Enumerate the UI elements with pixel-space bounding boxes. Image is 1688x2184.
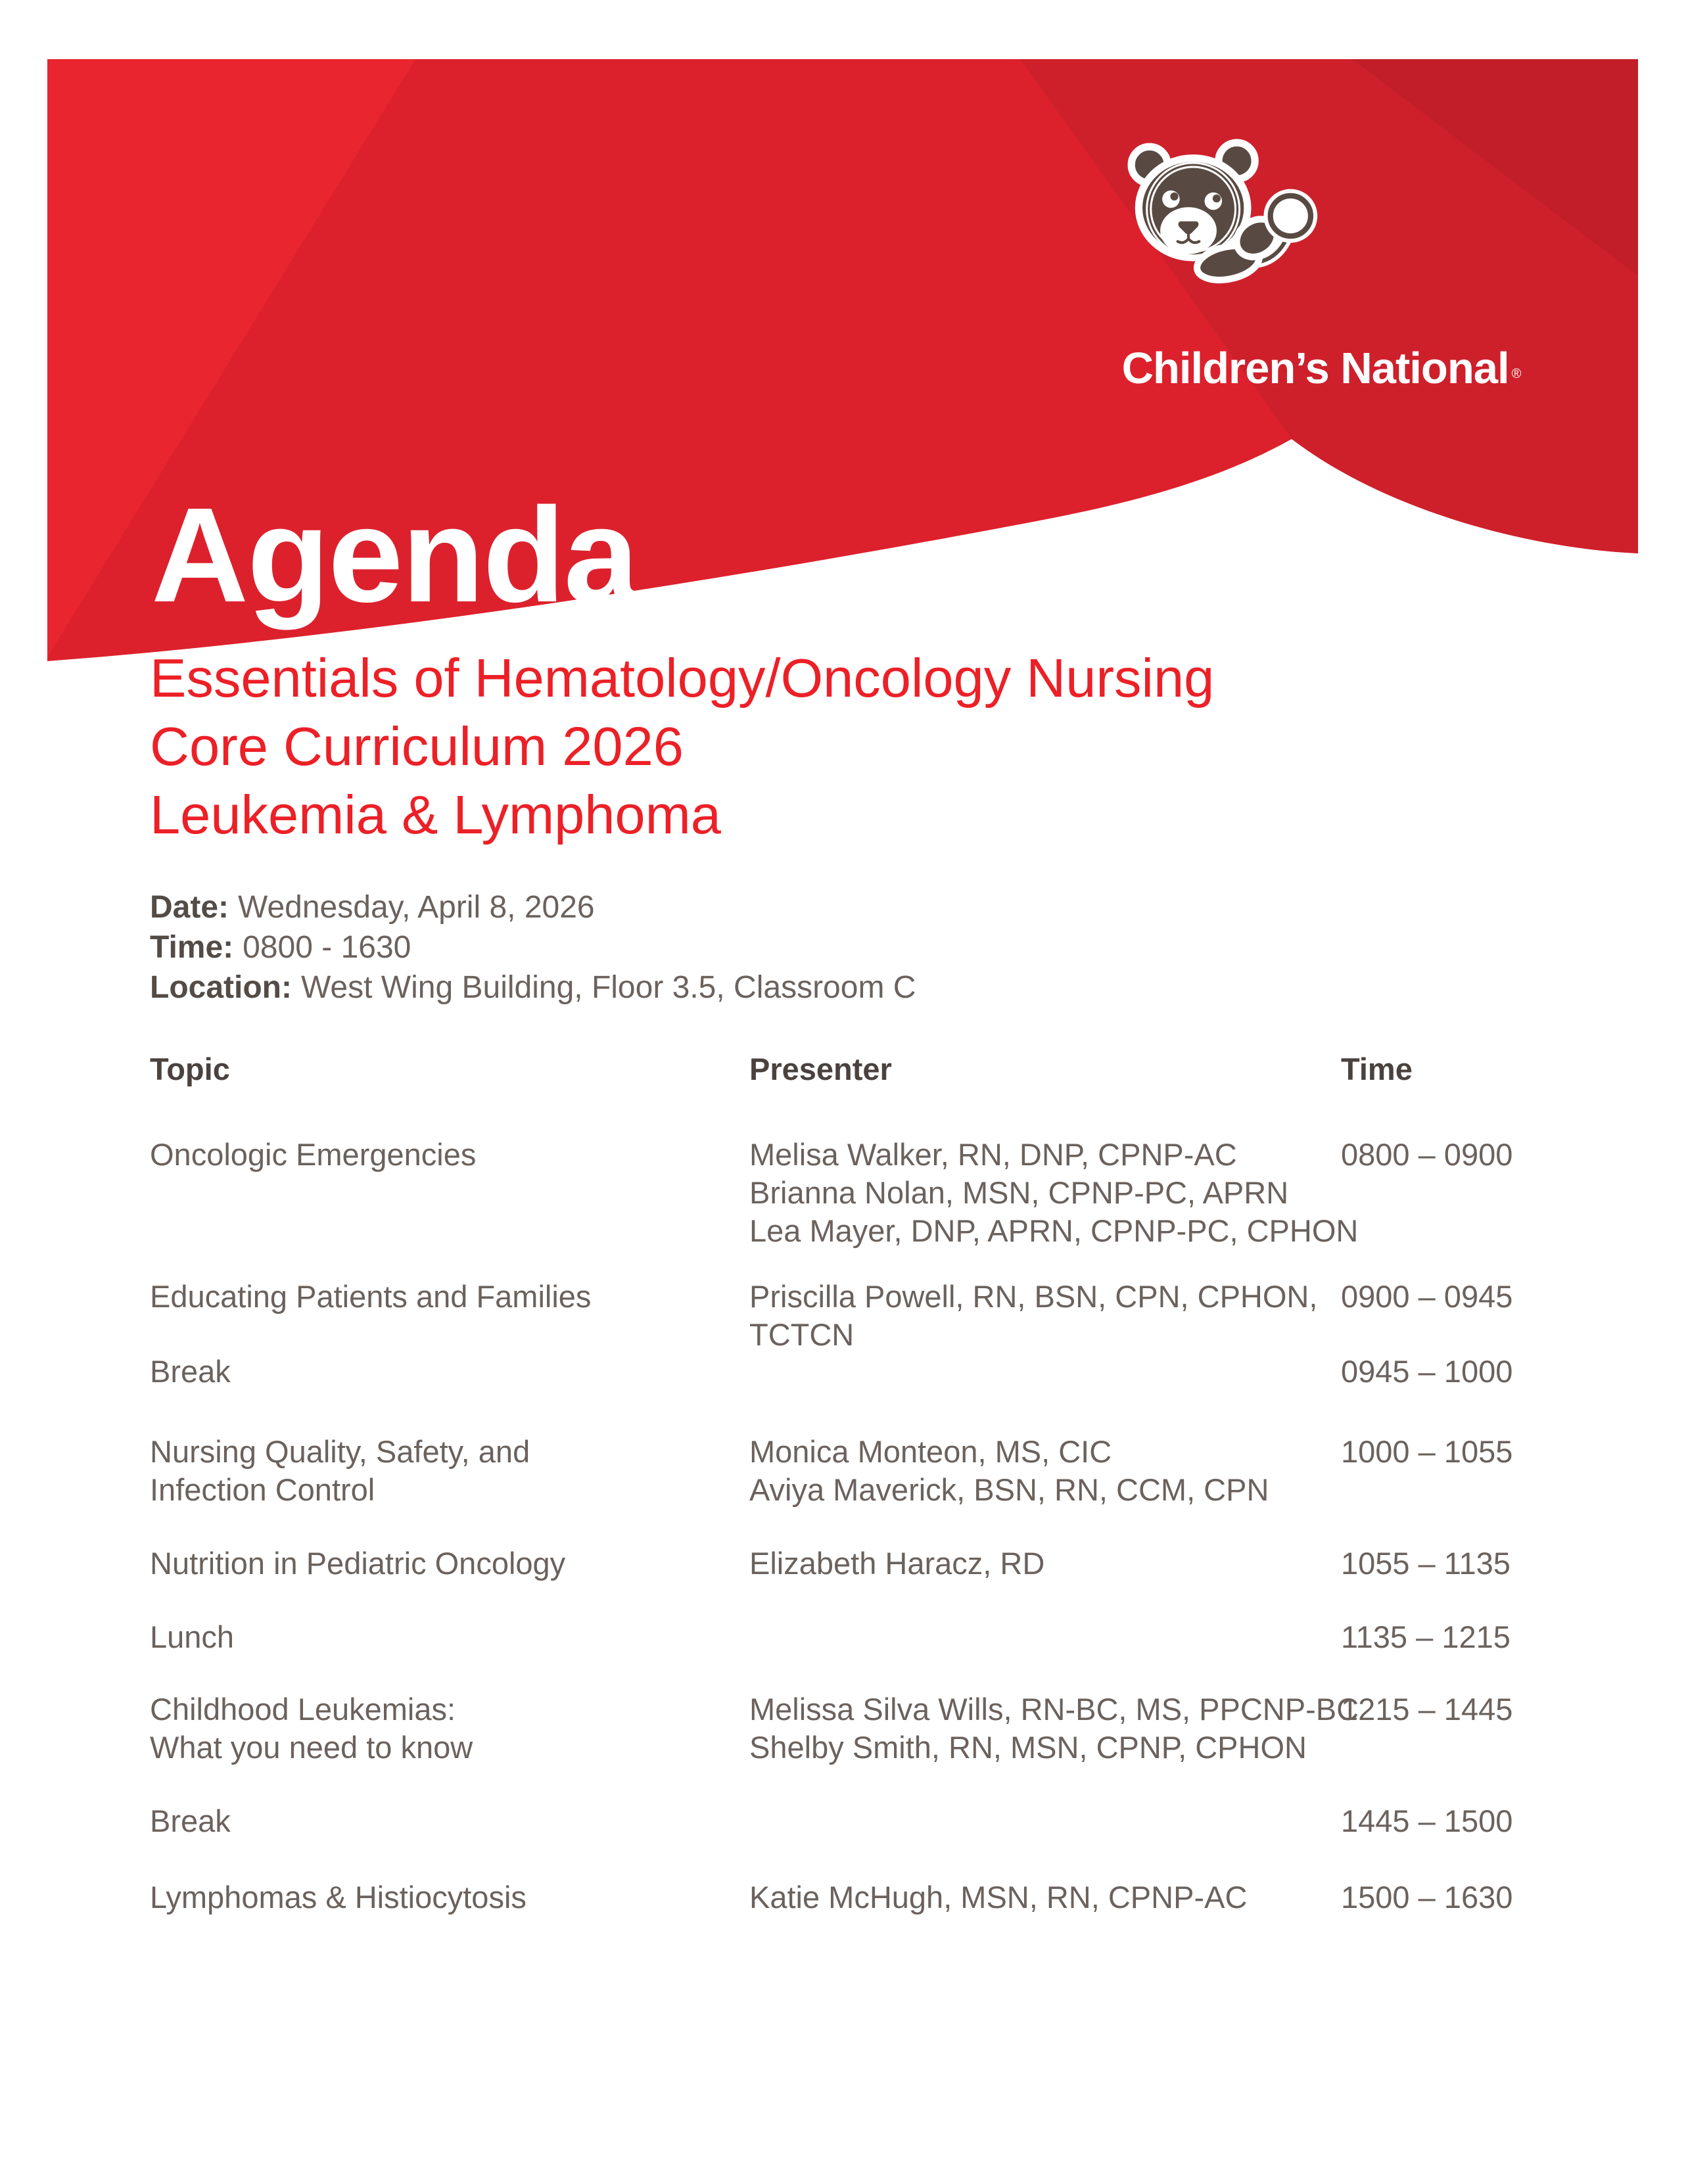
- topic-cell: Educating Patients and Families: [150, 1279, 592, 1314]
- event-title-line: Leukemia & Lymphoma: [150, 784, 721, 845]
- time-cell: 0900 – 0945: [1341, 1279, 1513, 1314]
- topic-cell: Nutrition in Pediatric Oncology: [150, 1546, 566, 1581]
- event-date: Date: Wednesday, April 8, 2026: [150, 890, 595, 925]
- column-header-topic: Topic: [150, 1052, 230, 1086]
- time-cell: 1135 – 1215: [1341, 1619, 1511, 1654]
- time-cell: 0800 – 0900: [1341, 1137, 1513, 1172]
- time-cell: 1500 – 1630: [1341, 1880, 1513, 1915]
- time-cell: 0945 – 1000: [1341, 1354, 1513, 1389]
- topic-cell: Nursing Quality, Safety, and Infection Control: [150, 1434, 530, 1507]
- teddy-bear-stethoscope-icon: [1117, 138, 1321, 292]
- registered-trademark-symbol: ®: [1511, 367, 1521, 381]
- topic-cell: Oncologic Emergencies: [150, 1137, 477, 1172]
- presenter-cell: Katie McHugh, MSN, RN, CPNP-AC: [749, 1880, 1248, 1915]
- presenter-cell: Melisa Walker, RN, DNP, CPNP-AC Brianna Nolan, MSN, CPNP-PC, APRN Lea Mayer, DNP, APRN, CPNP-PC, CPHON: [749, 1137, 1359, 1248]
- event-time: Time: 0800 - 1630: [150, 930, 411, 965]
- topic-cell: Childhood Leukemias: What you need to know: [150, 1692, 473, 1765]
- event-title-line: Essentials of Hematology/Oncology Nursing: [150, 647, 1215, 709]
- logo-wordmark: Children’s National ®: [1121, 344, 1521, 393]
- topic-cell: Break: [150, 1803, 231, 1838]
- time-cell: 1445 – 1500: [1341, 1803, 1513, 1838]
- presenter-cell: Elizabeth Haracz, RD: [749, 1546, 1045, 1581]
- presenter-cell: Monica Monteon, MS, CIC Aviya Maverick, BSN, RN, CCM, CPN: [749, 1434, 1269, 1507]
- presenter-cell: Priscilla Powell, RN, BSN, CPN, CPHON, TCTCN: [749, 1279, 1318, 1352]
- banner-title: Agenda: [151, 480, 638, 630]
- event-location: Location: West Wing Building, Floor 3.5, Classroom C: [150, 970, 916, 1005]
- topic-cell: Lymphomas & Histiocytosis: [150, 1880, 527, 1915]
- topic-cell: Lunch: [150, 1619, 235, 1654]
- presenter-cell: Melissa Silva Wills, RN-BC, MS, PPCNP-BC Shelby Smith, RN, MSN, CPNP, CPHON: [749, 1692, 1359, 1765]
- event-title-line: Core Curriculum 2026: [150, 716, 684, 777]
- column-header-presenter: Presenter: [749, 1052, 892, 1086]
- event-info: [150, 887, 916, 1008]
- time-cell: 1000 – 1055: [1341, 1434, 1513, 1469]
- banner: [47, 59, 1638, 697]
- topic-cell: Break: [150, 1354, 231, 1389]
- time-cell: 1055 – 1135: [1341, 1546, 1511, 1581]
- event-title: [150, 644, 1214, 849]
- childrens-national-logo: [1091, 131, 1564, 393]
- column-header-time: Time: [1341, 1052, 1413, 1086]
- time-cell: 1215 – 1445: [1341, 1692, 1513, 1727]
